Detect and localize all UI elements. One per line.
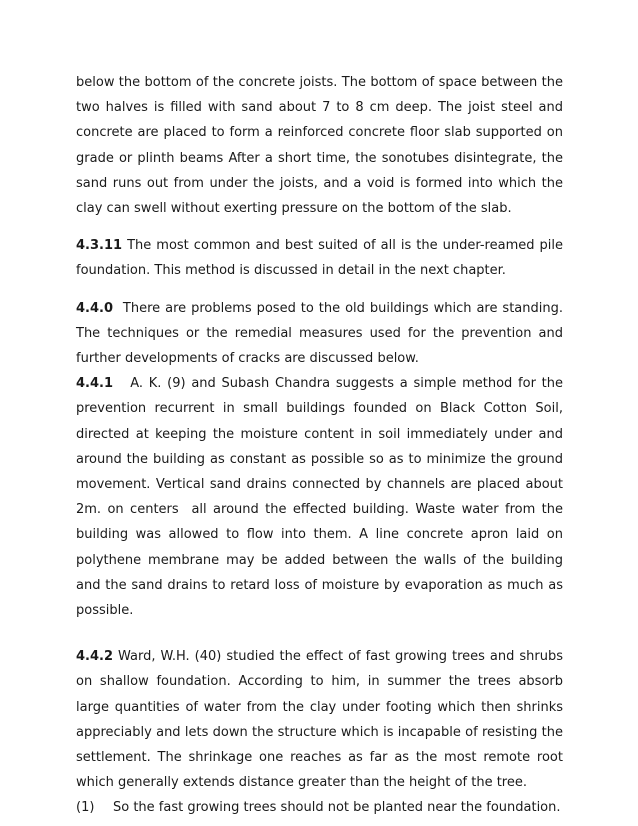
paragraph-text: The most common and best suited of all is the under-reamed pile foundation. This method is discussed in detail in the next chapter. (76, 238, 563, 279)
paragraph-4-4-1 (76, 371, 568, 623)
paragraph-text: There are problems posed to the old buildings which are standing. The techniques or the remedial measures used for the prevention and further developments of cracks are discussed below. (76, 300, 568, 367)
section-number: 4.4.0 (76, 300, 114, 316)
document-page (76, 70, 568, 821)
paragraph-4-3-11 (76, 233, 563, 283)
list-item (76, 795, 563, 820)
paragraph-text: Ward, W.H. (40) studied the effect of fast growing trees and shrubs on shallow foundation. According to him, in summer the trees absorb large quantities of water from the clay under footing which then shrinks appreciably and lets down the structure which is incapable of resisting the settlement. The shrinkage one reaches as far as the most remote root which generally extends distance greater than the height of the tree. (76, 649, 563, 791)
list-marker: (1) (76, 800, 95, 816)
paragraph-4-4-0 (76, 296, 568, 372)
section-number: 4.4.2 (76, 649, 114, 665)
list-item-text: So the fast growing trees should not be planted near the foundation. (113, 800, 561, 816)
paragraph-text: A. K. (9) and Subash Chandra suggests a simple method for the prevention recurrent in small buildings founded on Black Cotton Soil, directed at keeping the moisture content in soil immediately under and around the building as constant as possible so as to minimize the ground movement. Vertical sand drains connected by channels are placed about 2m. on centers all around the effected building. Waste water from the building was allowed to flow into them. A line concrete apron laid on polythene membrane may be added between the walls of the building and the sand drains to retard loss of moisture by evaporation as much as possible. (76, 376, 568, 619)
paragraph-4-4-2 (76, 644, 563, 795)
section-number: 4.4.1 (76, 376, 114, 392)
section-number: 4.3.11 (76, 238, 123, 254)
paragraph-intro: below the bottom of the concrete joists. The bottom of space between the two halves is filled with sand about 7 to 8 cm deep. The joist steel and concrete are placed to form a reinforced concrete floor slab supported on grade or plinth beams After a short time, the sonotubes disintegrate, the sand runs out from under the joists, and a void is formed into which the clay can swell without exerting pressure on the bottom of the slab. (76, 75, 563, 217)
